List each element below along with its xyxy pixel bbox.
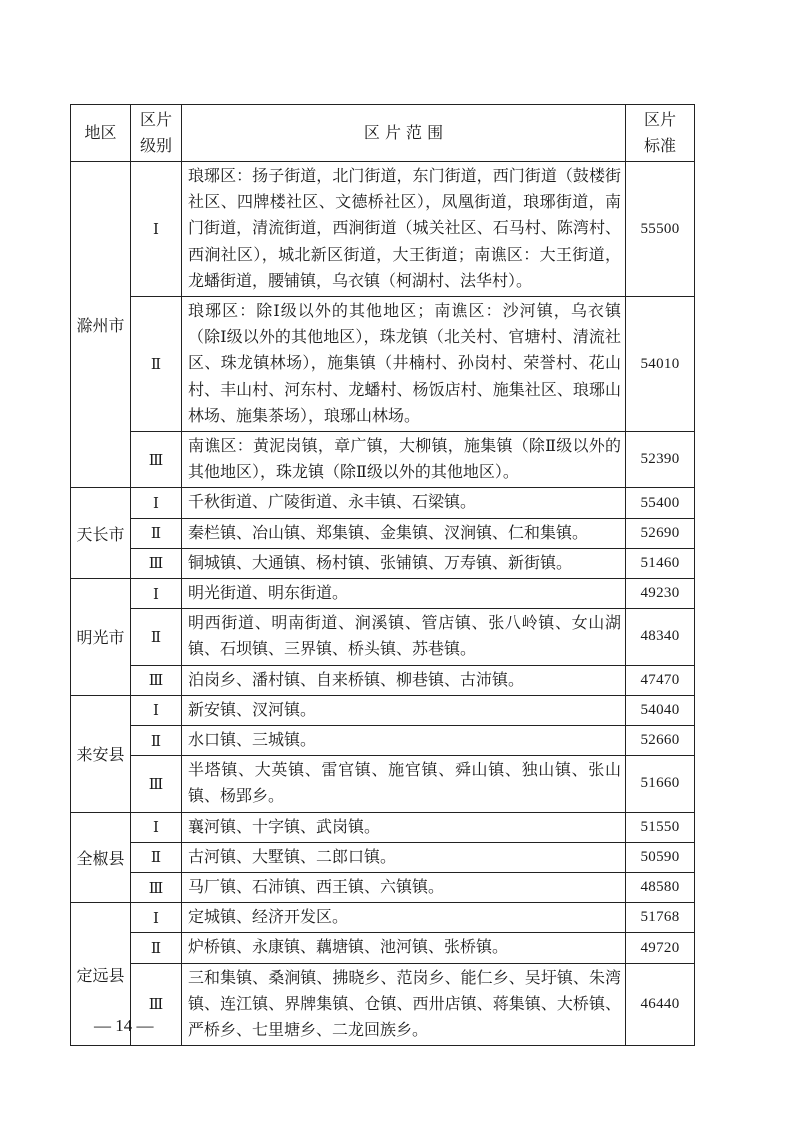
table-row xyxy=(71,873,695,903)
scope-cell: 铜城镇、大通镇、杨村镇、张铺镇、万寿镇、新街镇。 xyxy=(182,548,626,578)
level-cell: Ⅱ xyxy=(131,933,182,963)
table-row xyxy=(71,756,695,812)
scope-cell: 明光街道、明东街道。 xyxy=(182,579,626,609)
level-cell: Ⅰ xyxy=(131,695,182,725)
scope-cell: 新安镇、汊河镇。 xyxy=(182,695,626,725)
scope-cell: 琅琊区：除Ⅰ级以外的其他地区；南谯区：沙河镇，乌衣镇（除Ⅰ级以外的其他地区），珠龙镇（北关村、官塘村、清流社区、珠龙镇林场），施集镇（井楠村、孙岗村、荣誉村、花山村、丰山村、河东村、龙蟠村、杨饭店村、施集社区、琅琊山林场、施集茶场），琅琊山林场。 xyxy=(182,297,626,432)
level-cell: Ⅲ xyxy=(131,873,182,903)
standard-cell: 48580 xyxy=(626,873,695,903)
region-cell: 全椒县 xyxy=(71,812,131,903)
table-row xyxy=(71,609,695,665)
table-row xyxy=(71,963,695,1046)
level-cell: Ⅲ xyxy=(131,548,182,578)
standard-cell: 55500 xyxy=(626,162,695,297)
level-cell: Ⅱ xyxy=(131,842,182,872)
standard-cell: 52690 xyxy=(626,518,695,548)
zone-standard-table xyxy=(70,104,695,1046)
scope-cell: 泊岗乡、潘村镇、自来桥镇、柳巷镇、古沛镇。 xyxy=(182,665,626,695)
standard-cell: 47470 xyxy=(626,665,695,695)
level-cell: Ⅲ xyxy=(131,963,182,1046)
level-cell: Ⅲ xyxy=(131,756,182,812)
table-row xyxy=(71,933,695,963)
scope-cell: 古河镇、大墅镇、二郎口镇。 xyxy=(182,842,626,872)
table-header-row xyxy=(71,105,695,162)
scope-cell: 炉桥镇、永康镇、藕塘镇、池河镇、张桥镇。 xyxy=(182,933,626,963)
scope-cell: 半塔镇、大英镇、雷官镇、施官镇、舜山镇、独山镇、张山镇、杨郢乡。 xyxy=(182,756,626,812)
level-cell: Ⅲ xyxy=(131,432,182,488)
scope-cell: 千秋街道、广陵街道、永丰镇、石梁镇。 xyxy=(182,488,626,518)
standard-cell: 54040 xyxy=(626,695,695,725)
table-row xyxy=(71,297,695,432)
standard-cell: 51660 xyxy=(626,756,695,812)
standard-cell: 52660 xyxy=(626,726,695,756)
standard-cell: 50590 xyxy=(626,842,695,872)
scope-cell: 三和集镇、桑涧镇、拂晓乡、范岗乡、能仁乡、吴圩镇、朱湾镇、连江镇、界牌集镇、仓镇、西卅店镇、蒋集镇、大桥镇、严桥乡、七里塘乡、二龙回族乡。 xyxy=(182,963,626,1046)
level-cell: Ⅰ xyxy=(131,579,182,609)
standard-cell: 54010 xyxy=(626,297,695,432)
table-row xyxy=(71,432,695,488)
level-cell: Ⅲ xyxy=(131,665,182,695)
scope-cell: 水口镇、三城镇。 xyxy=(182,726,626,756)
table-row xyxy=(71,726,695,756)
level-cell: Ⅱ xyxy=(131,297,182,432)
scope-cell: 襄河镇、十字镇、武岗镇。 xyxy=(182,812,626,842)
table-row xyxy=(71,842,695,872)
table-row xyxy=(71,695,695,725)
scope-cell: 马厂镇、石沛镇、西王镇、六镇镇。 xyxy=(182,873,626,903)
page-number: — 14 — xyxy=(94,1016,154,1035)
region-cell: 明光市 xyxy=(71,579,131,696)
table-row xyxy=(71,903,695,933)
table-row xyxy=(71,518,695,548)
standard-cell: 49720 xyxy=(626,933,695,963)
region-cell: 定远县 xyxy=(71,903,131,1046)
table-row xyxy=(71,488,695,518)
header-standard: 区片 标准 xyxy=(626,105,695,162)
level-cell: Ⅱ xyxy=(131,726,182,756)
header-scope: 区 片 范 围 xyxy=(182,105,626,162)
standard-cell: 51768 xyxy=(626,903,695,933)
table-row xyxy=(71,579,695,609)
level-cell: Ⅱ xyxy=(131,518,182,548)
standard-cell: 51460 xyxy=(626,548,695,578)
level-cell: Ⅱ xyxy=(131,609,182,665)
standard-cell: 46440 xyxy=(626,963,695,1046)
header-level: 区片 级别 xyxy=(131,105,182,162)
standard-cell: 48340 xyxy=(626,609,695,665)
region-cell: 滁州市 xyxy=(71,162,131,488)
header-region: 地区 xyxy=(71,105,131,162)
standard-cell: 49230 xyxy=(626,579,695,609)
table-row xyxy=(71,812,695,842)
region-cell: 来安县 xyxy=(71,695,131,812)
region-cell: 天长市 xyxy=(71,488,131,579)
table-row xyxy=(71,548,695,578)
standard-cell: 55400 xyxy=(626,488,695,518)
scope-cell: 定城镇、经济开发区。 xyxy=(182,903,626,933)
scope-cell: 南谯区：黄泥岗镇，章广镇，大柳镇，施集镇（除Ⅱ级以外的其他地区），珠龙镇（除Ⅱ级以外的其他地区）。 xyxy=(182,432,626,488)
table-row xyxy=(71,162,695,297)
standard-cell: 52390 xyxy=(626,432,695,488)
scope-cell: 秦栏镇、冶山镇、郑集镇、金集镇、汊涧镇、仁和集镇。 xyxy=(182,518,626,548)
level-cell: Ⅰ xyxy=(131,903,182,933)
level-cell: Ⅰ xyxy=(131,488,182,518)
table-row xyxy=(71,665,695,695)
level-cell: Ⅰ xyxy=(131,162,182,297)
scope-cell: 明西街道、明南街道、涧溪镇、管店镇、张八岭镇、女山湖镇、石坝镇、三界镇、桥头镇、苏巷镇。 xyxy=(182,609,626,665)
standard-cell: 51550 xyxy=(626,812,695,842)
scope-cell: 琅琊区：扬子街道，北门街道，东门街道，西门街道（鼓楼街社区、四牌楼社区、文德桥社区），凤凰街道，琅琊街道，南门街道，清流街道，西涧街道（城关社区、石马村、陈湾村、西涧社区），城北新区街道，大王街道；南谯区：大王街道，龙蟠街道，腰铺镇，乌衣镇（柯湖村、法华村）。 xyxy=(182,162,626,297)
level-cell: Ⅰ xyxy=(131,812,182,842)
